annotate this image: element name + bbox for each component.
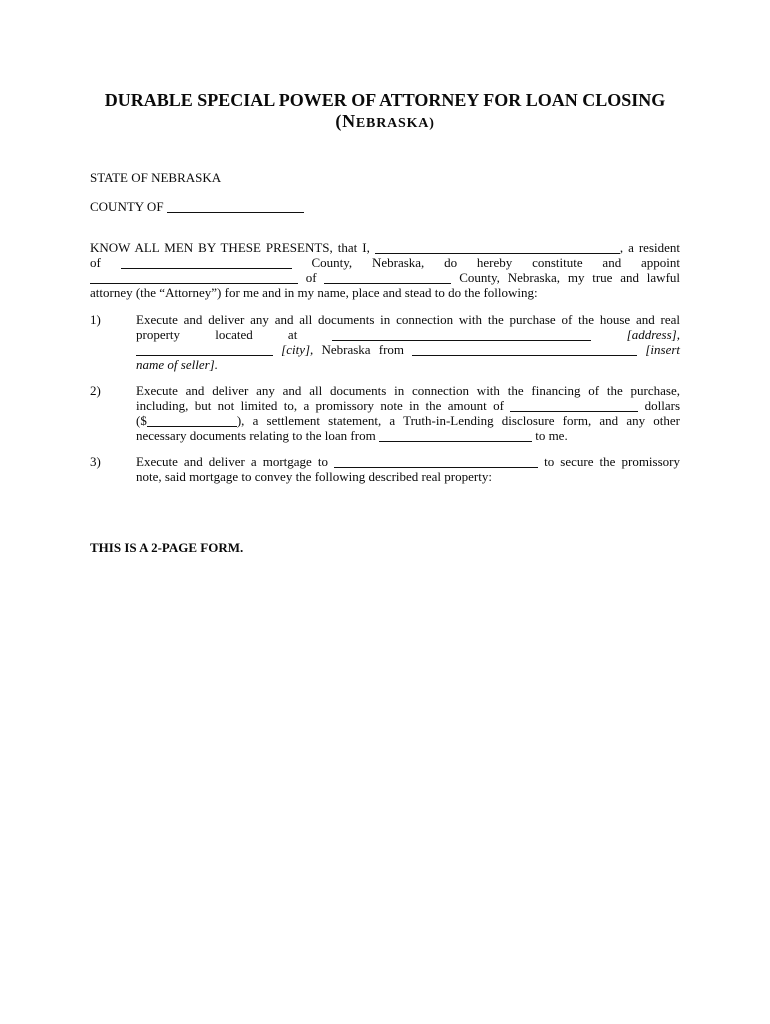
item-2-line-2-end: dollars xyxy=(644,398,681,413)
item-1 xyxy=(90,312,680,372)
item-2-line-1-text: Execute and deliver any and all documents in connection with the financing of the purchase, xyxy=(136,383,680,398)
item-text xyxy=(136,383,680,443)
seller-name-blank xyxy=(412,345,637,356)
mortgagee-name-blank xyxy=(334,457,538,468)
document-title: DURABLE SPECIAL POWER OF ATTORNEY FOR LOAN CLOSING xyxy=(104,90,666,110)
item-number: 3) xyxy=(90,454,101,469)
principal-county-blank xyxy=(121,258,292,269)
item-1-line-2-start: property located at xyxy=(136,327,298,342)
intro-line-2-end: County, Nebraska, do hereby constitute and appoint xyxy=(311,255,681,270)
page-count-note: THIS IS A 2-PAGE FORM. xyxy=(90,540,244,555)
item-2-line-1 xyxy=(136,383,680,398)
item-2-line-3-start: ($ xyxy=(136,413,147,428)
item-2-line-2-start: including, but not limited to, a promissory note in the amount of xyxy=(136,398,504,413)
item-3-line-1 xyxy=(136,454,680,469)
item-1-line-1 xyxy=(136,312,680,327)
intro-line-1-start: KNOW ALL MEN BY THESE PRESENTS, that I, xyxy=(90,240,370,255)
item-2-line-3-end: ), a settlement statement, a Truth-in-Lending disclosure form, and any other xyxy=(236,413,680,428)
intro-line-2-start: of xyxy=(90,255,101,270)
item-1-line-2 xyxy=(136,327,680,342)
item-text xyxy=(136,454,680,484)
intro-line-3 xyxy=(90,270,680,285)
lender-name-blank xyxy=(379,431,532,442)
city-hint: [city], xyxy=(281,342,314,357)
county-blank xyxy=(167,202,304,213)
item-1-line-3-mid: Nebraska from xyxy=(321,342,405,357)
item-1-line-1-text: Execute and deliver any and all documents in connection with the purchase of the house and real xyxy=(136,312,680,327)
intro-line-1-end: , a resident xyxy=(619,240,680,255)
loan-amount-words-blank xyxy=(510,401,638,412)
item-2-line-3 xyxy=(136,413,680,428)
loan-amount-figures-blank xyxy=(147,416,237,427)
item-text xyxy=(136,312,680,372)
intro-line-4: attorney (the “Attorney”) for me and in my name, place and stead to do the following: xyxy=(90,285,538,300)
intro-line-3-end: County, Nebraska, my true and lawful xyxy=(459,270,681,285)
item-3 xyxy=(90,454,680,484)
address-hint: [address], xyxy=(626,327,680,342)
property-address-blank xyxy=(332,330,591,341)
item-2-line-4-start: necessary documents relating to the loan from xyxy=(136,428,376,443)
intro-line-1 xyxy=(90,240,680,255)
principal-name-blank xyxy=(375,243,620,254)
item-number: 2) xyxy=(90,383,101,398)
state-line: STATE OF NEBRASKA xyxy=(90,170,222,185)
item-3-line-2: note, said mortgage to convey the following described real property: xyxy=(136,469,492,484)
intro-line-3-mid: of xyxy=(305,270,317,285)
item-2-line-4-end: to me. xyxy=(535,428,568,443)
item-3-line-1-start: Execute and deliver a mortgage to xyxy=(136,454,328,469)
item-2-line-4 xyxy=(136,428,680,443)
county-label: COUNTY OF xyxy=(90,199,164,214)
item-number: 1) xyxy=(90,312,101,327)
attorney-county-blank xyxy=(324,273,451,284)
item-3-line-1-end: to secure the promissory xyxy=(544,454,680,469)
county-line xyxy=(90,199,304,214)
intro-line-2 xyxy=(90,255,680,270)
item-1-line-3 xyxy=(136,342,680,357)
document-subtitle: (NEBRASKA) xyxy=(335,111,435,131)
intro-paragraph xyxy=(90,240,680,300)
item-2-line-2 xyxy=(136,398,680,413)
property-city-blank xyxy=(136,345,273,356)
item-2 xyxy=(90,383,680,443)
insert-hint: [insert xyxy=(645,342,681,357)
item-1-line-4: name of seller]. xyxy=(136,357,218,372)
attorney-name-blank xyxy=(90,273,298,284)
